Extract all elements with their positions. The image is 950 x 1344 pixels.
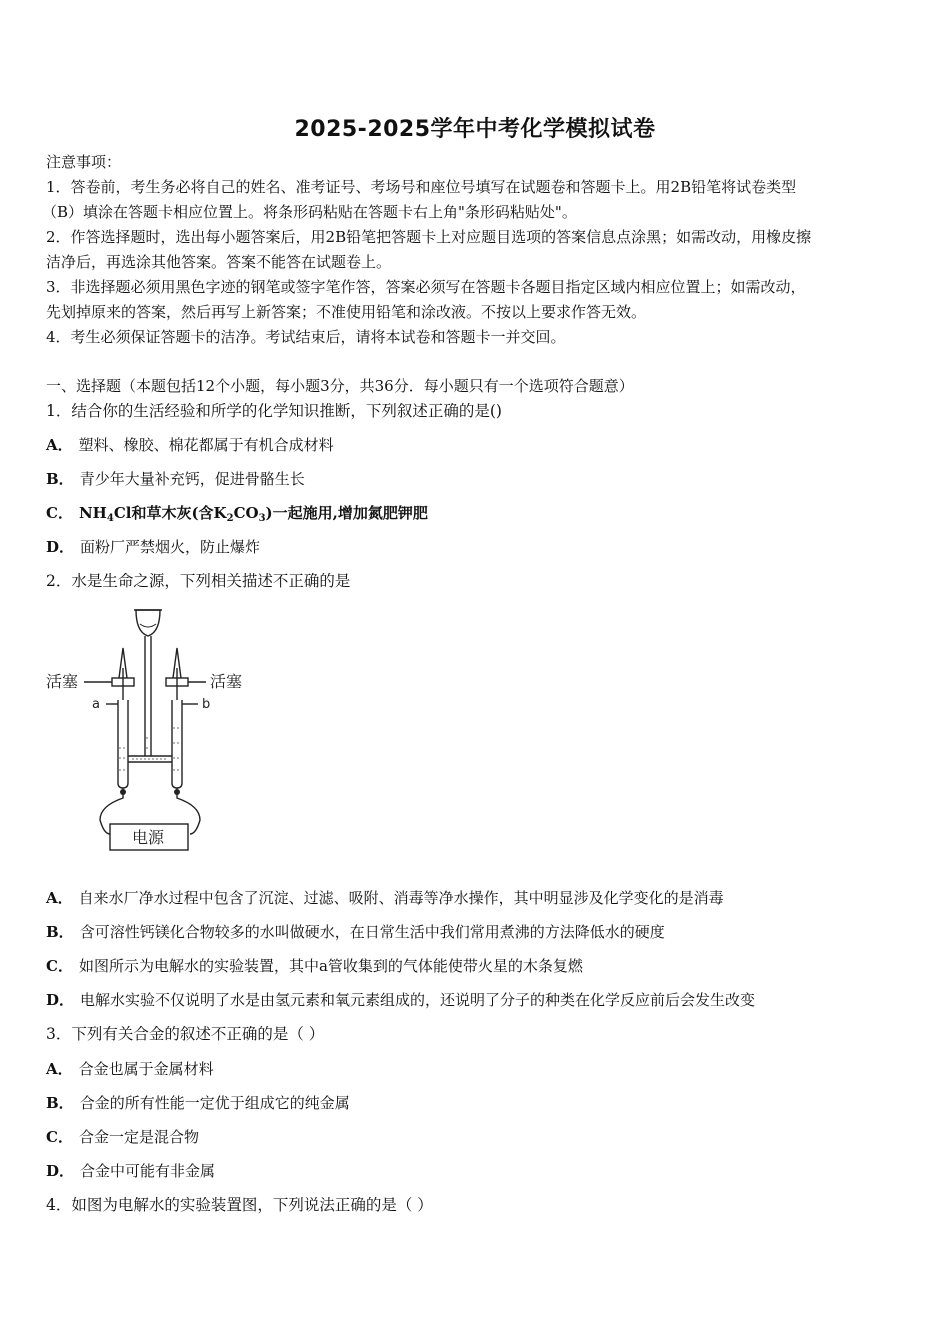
- question-3-option-b[interactable]: [46, 1093, 350, 1113]
- diagram-label-right-stopcock: 活塞: [210, 672, 243, 691]
- diagram-label-tube-a: a: [92, 697, 100, 712]
- option-label: D．: [46, 1162, 75, 1180]
- option-label: D．: [46, 991, 75, 1009]
- option-text: 自来水厂净水过程中包含了沉淀、过滤、吸附、消毒等净水操作，其中明显涉及化学变化的是消毒: [78, 889, 724, 907]
- question-2-option-b[interactable]: [46, 922, 665, 942]
- formula-part: CO: [233, 504, 259, 522]
- option-label: A．: [46, 436, 73, 454]
- option-text: 面粉厂严禁烟火，防止爆炸: [80, 538, 261, 556]
- question-3-option-d[interactable]: [46, 1161, 215, 1181]
- diagram-label-power: 电源: [132, 828, 165, 847]
- question-1-stem: 1．结合你的生活经验和所学的化学知识推断，下列叙述正确的是(): [46, 402, 502, 420]
- question-2-option-c[interactable]: [46, 956, 583, 976]
- question-2-stem: 2．水是生命之源，下列相关描述不正确的是: [46, 572, 351, 590]
- option-text: 如图所示为电解水的实验装置，其中a管收集到的气体能使带火星的木条复燃: [78, 957, 583, 975]
- option-label: B．: [46, 470, 74, 488]
- option-label: C．: [46, 504, 73, 522]
- page-title: 2025-2025学年中考化学模拟试卷: [294, 117, 656, 142]
- option-text: 塑料、橡胶、棉花都属于有机合成材料: [78, 436, 334, 454]
- question-1-option-b[interactable]: [46, 469, 305, 489]
- wire-left: [100, 788, 123, 834]
- formula-part: NH: [78, 504, 107, 522]
- tube-a: [118, 700, 128, 788]
- notice-item: （B）填涂在答题卡相应位置上。将条形码粘贴在答题卡右上角"条形码粘贴处"。: [42, 203, 577, 221]
- diagram-label-left-stopcock: 活塞: [46, 672, 79, 691]
- question-1-option-a[interactable]: [46, 435, 334, 455]
- option-label: A．: [46, 889, 73, 907]
- tube-b: [172, 700, 182, 788]
- formula-subscript: 2: [226, 513, 234, 524]
- electrolysis-apparatus-diagram: [40, 598, 260, 858]
- option-text: 合金一定是混合物: [78, 1128, 199, 1146]
- notice-item: 4．考生必须保证答题卡的洁净。考试结束后，请将本试卷和答题卡一并交回。: [46, 328, 566, 346]
- question-2-option-d[interactable]: [46, 990, 755, 1010]
- question-2-option-a[interactable]: [46, 888, 724, 908]
- option-label: B．: [46, 1094, 74, 1112]
- option-text: 合金中可能有非金属: [80, 1162, 216, 1180]
- option-text: 青少年大量补充钙，促进骨骼生长: [79, 470, 305, 488]
- option-text: 含可溶性钙镁化合物较多的水叫做硬水，在日常生活中我们常用煮沸的方法降低水的硬度: [79, 923, 665, 941]
- question-4-stem: 4．如图为电解水的实验装置图，下列说法正确的是（ ）: [46, 1196, 433, 1214]
- formula-subscript: 3: [258, 513, 266, 524]
- notice-item: 先划掉原来的答案，然后再写上新答案；不准使用铅笔和涂改液。不按以上要求作答无效。: [46, 303, 647, 321]
- notice-heading: 注意事项：: [46, 153, 122, 171]
- formula-part: )一起施用,增加氮肥钾肥: [265, 504, 428, 522]
- option-label: C．: [46, 957, 73, 975]
- option-text: [79, 504, 428, 522]
- section-heading: 一、选择题（本题包括12个小题，每小题3分，共36分．每小题只有一个选项符合题意）: [46, 377, 634, 395]
- option-text: 合金也属于金属材料: [78, 1060, 214, 1078]
- funnel-bulb: [136, 610, 160, 636]
- question-3-stem: 3．下列有关合金的叙述不正确的是（ ）: [46, 1025, 325, 1043]
- option-label: C．: [46, 1128, 73, 1146]
- option-text: 电解水实验不仅说明了水是由氢元素和氧元素组成的，还说明了分子的种类在化学反应前后会发生改变: [80, 991, 756, 1009]
- question-1-option-c[interactable]: [46, 503, 428, 529]
- question-3-option-a[interactable]: [46, 1059, 214, 1079]
- option-label: D．: [46, 538, 75, 556]
- notice-item: 3．非选择题必须用黑色字迹的钢笔或签字笔作答，答案必须写在答题卡各题目指定区域内相应位置上；如需改动，: [46, 278, 806, 296]
- option-label: A．: [46, 1060, 73, 1078]
- formula-subscript: 4: [106, 513, 114, 524]
- notice-item: 2．作答选择题时，选出每小题答案后，用2B铅笔把答题卡上对应题目选项的答案信息点涂黑；如需改动，用橡皮擦: [46, 228, 812, 246]
- option-label: B．: [46, 923, 74, 941]
- formula-part: Cl和草木灰(含K: [113, 504, 227, 522]
- notice-item: 洁净后，再选涂其他答案。答案不能答在试题卷上。: [46, 253, 392, 271]
- option-text: 合金的所有性能一定优于组成它的纯金属: [79, 1094, 350, 1112]
- diagram-label-tube-b: b: [202, 697, 211, 712]
- question-1-option-d[interactable]: [46, 537, 260, 557]
- notice-item: 1．答卷前，考生务必将自己的姓名、准考证号、考场号和座位号填写在试题卷和答题卡上。用2B铅笔将试卷类型: [46, 178, 797, 196]
- question-3-option-c[interactable]: [46, 1127, 199, 1147]
